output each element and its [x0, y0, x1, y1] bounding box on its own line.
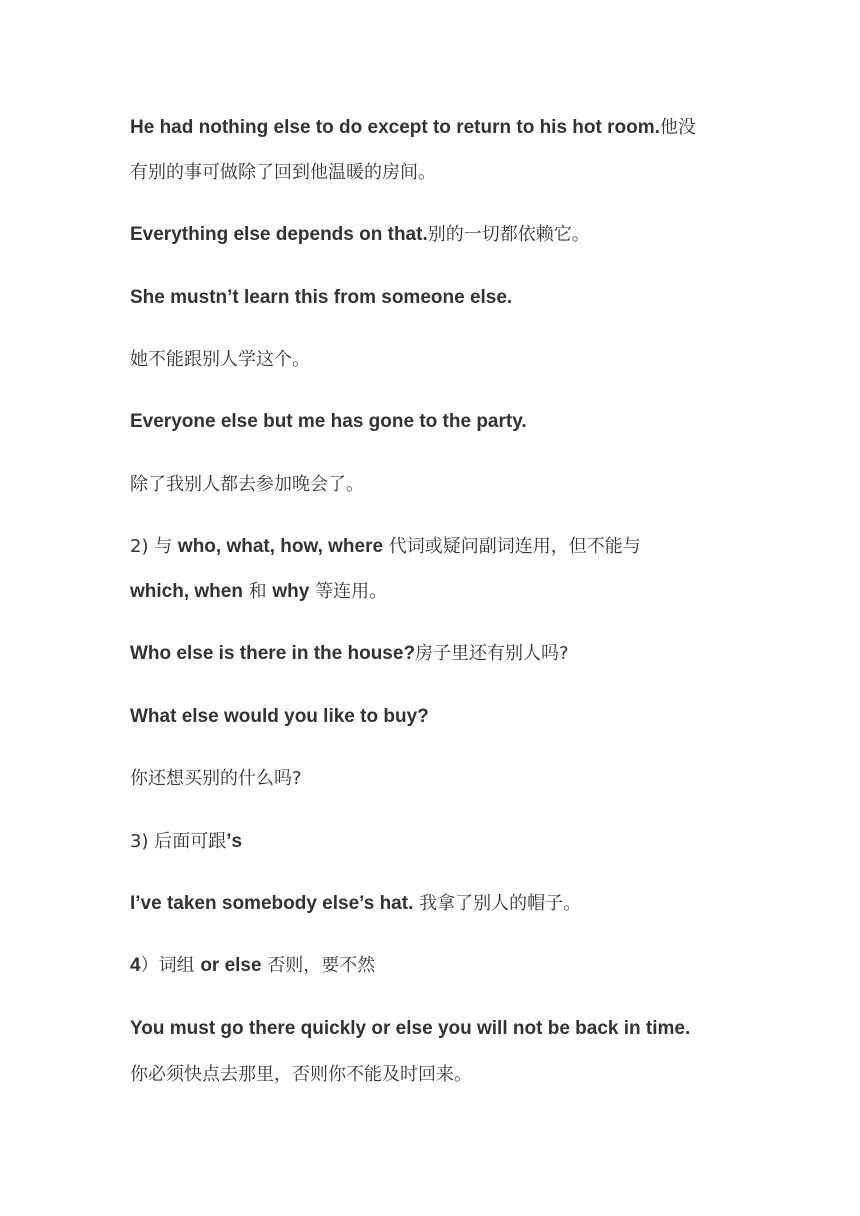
- heading-text: ）词组: [140, 955, 201, 976]
- heading-text: 3) 后面可跟: [130, 831, 227, 852]
- text-line: [130, 115, 750, 140]
- heading-text: 否则，要不然: [261, 955, 376, 976]
- heading-keywords: why: [272, 581, 310, 602]
- chinese-translation: 你还想买别的什么吗?: [130, 768, 302, 789]
- heading-keywords: who, what, how, where: [177, 536, 384, 557]
- english-sentence: Who else is there in the house?: [130, 643, 416, 664]
- chinese-translation: 房子里还有别人吗?: [415, 643, 569, 664]
- heading-keywords: or else: [200, 955, 262, 976]
- text-line: [130, 704, 750, 729]
- english-sentence: She mustn’t learn this from someone else.: [130, 287, 513, 308]
- heading-keywords: which, when: [130, 581, 243, 602]
- heading-keywords: ’s: [226, 831, 243, 852]
- english-sentence: What else would you like to buy?: [130, 706, 429, 727]
- chinese-translation: 除了我别人都去参加晚会了。: [130, 474, 364, 495]
- chinese-translation: 有别的事可做除了回到他温暖的房间。: [130, 162, 436, 183]
- text-line: [130, 285, 750, 310]
- text-line: [130, 472, 750, 497]
- text-line: [130, 347, 750, 372]
- chinese-translation: 我拿了别人的帽子。: [413, 893, 582, 914]
- section-heading: [130, 829, 750, 854]
- chinese-translation: 别的一切都依赖它。: [427, 224, 590, 245]
- text-line: [130, 222, 750, 247]
- section-heading-continued: [130, 579, 750, 604]
- text-line: [130, 1016, 750, 1041]
- text-line: [130, 409, 750, 434]
- heading-text: 等连用。: [309, 581, 388, 602]
- chinese-translation: 她不能跟别人学这个。: [130, 349, 310, 370]
- heading-text: 代词或疑问副词连用，但不能与: [383, 536, 641, 557]
- text-line: [130, 160, 750, 185]
- english-sentence: Everything else depends on that.: [130, 224, 428, 245]
- english-sentence: He had nothing else to do except to return to his hot room.: [130, 117, 660, 138]
- section-heading: [130, 953, 750, 978]
- heading-text: 2) 与: [130, 536, 178, 557]
- english-sentence: Everyone else but me has gone to the party.: [130, 411, 527, 432]
- text-line: [130, 1062, 750, 1087]
- english-sentence: I’ve taken somebody else’s hat.: [130, 893, 414, 914]
- text-line: [130, 766, 750, 791]
- heading-number: 4: [130, 955, 141, 976]
- chinese-translation: 你必须快点去那里，否则你不能及时回来。: [130, 1064, 472, 1085]
- heading-text: 和: [242, 581, 273, 602]
- chinese-translation: 他没: [659, 117, 696, 138]
- text-line: [130, 641, 750, 666]
- english-sentence: You must go there quickly or else you will not be back in time.: [130, 1018, 691, 1039]
- section-heading: [130, 534, 750, 559]
- text-line: [130, 891, 750, 916]
